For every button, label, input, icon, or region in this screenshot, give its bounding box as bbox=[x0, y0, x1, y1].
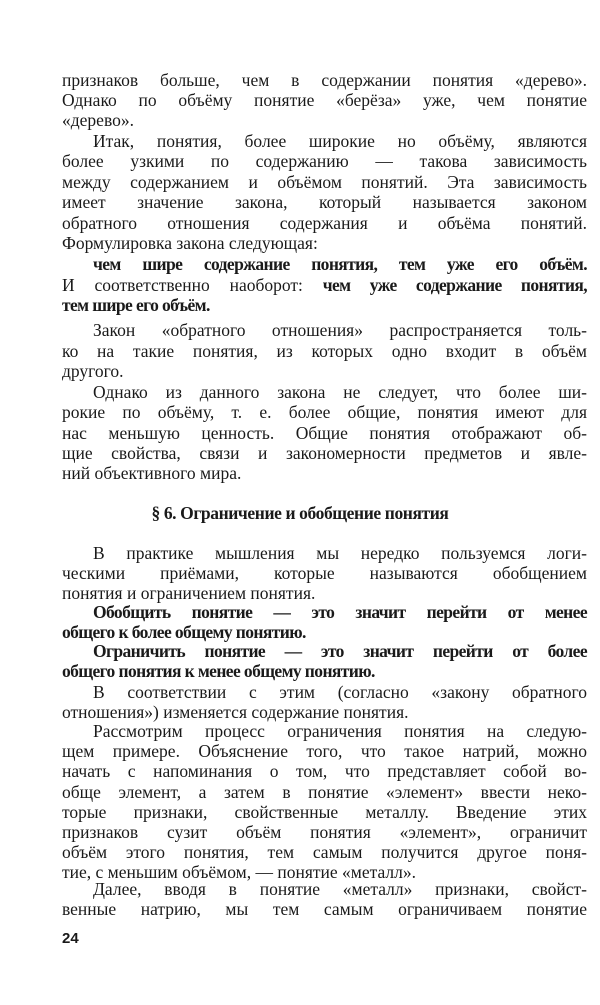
text-segment: признаков сузит объём понятия «элемент», ограничит bbox=[62, 822, 587, 842]
text-line bbox=[62, 702, 587, 722]
text-segment: В соответствии с этим (согласно «закону обратного bbox=[93, 682, 587, 702]
text-segment: между содержанием и объёмом понятий. Эта зависимость bbox=[62, 172, 587, 192]
text-segment: торые признаки, свойственные металлу. Введение этих bbox=[62, 802, 587, 822]
text-line bbox=[62, 899, 587, 919]
text-line bbox=[62, 741, 587, 761]
text-line bbox=[62, 295, 587, 315]
text-segment: признаков больше, чем в содержании понятия «дерево». bbox=[62, 70, 587, 90]
text-segment: объём этого понятия, тем самым получится другое поня- bbox=[62, 842, 587, 862]
text-segment: Рассмотрим процесс ограничения понятия на следую- bbox=[93, 721, 587, 741]
text-line bbox=[93, 382, 587, 402]
text-segment: «дерево». bbox=[62, 110, 134, 130]
text-line bbox=[93, 320, 587, 340]
bold-text: чем шире содержание понятия, тем уже его объём. bbox=[93, 254, 587, 274]
text-line bbox=[62, 822, 587, 842]
bold-text: тем шире его объём. bbox=[62, 295, 210, 315]
bold-text: общего понятия к менее общему понятию. bbox=[62, 661, 375, 681]
text-line bbox=[93, 879, 587, 899]
text-segment: Однако по объёму понятие «берёза» уже, чем понятие bbox=[62, 90, 587, 110]
bold-text: Обобщить понятие — это значит перейти от менее bbox=[93, 602, 587, 622]
text-segment: более узкими по содержанию — такова зависимость bbox=[62, 151, 587, 171]
text-segment: тие, с меньшим объёмом, — понятие «металл». bbox=[62, 862, 417, 882]
text-line bbox=[62, 70, 587, 90]
text-segment: ко на такие понятия, из которых одно входит в объём bbox=[62, 341, 587, 361]
text-segment: имеет значение закона, который называется законом bbox=[62, 192, 587, 212]
text-segment: Формулировка закона следующая: bbox=[62, 233, 318, 253]
text-segment: рокие по объёму, т. е. более общие, понятия имеют для bbox=[62, 402, 587, 422]
text-line bbox=[62, 275, 587, 295]
text-line bbox=[62, 423, 587, 443]
text-line bbox=[62, 583, 587, 603]
text-line bbox=[93, 682, 587, 702]
text-line bbox=[62, 110, 587, 130]
text-line bbox=[62, 782, 587, 802]
bold-text: чем уже содержание понятия, bbox=[322, 275, 587, 295]
text-segment: венные натрию, мы тем самым ограничиваем понятие bbox=[62, 899, 587, 919]
text-line bbox=[93, 131, 587, 151]
text-segment: ческими приёмами, которые называются обобщением bbox=[62, 563, 587, 583]
text-line bbox=[62, 90, 587, 110]
text-segment: отношения») изменяется содержание понятия. bbox=[62, 702, 409, 722]
text-segment: начать с напоминания о том, что представляет собой во- bbox=[62, 761, 587, 781]
text-line bbox=[62, 172, 587, 192]
text-line bbox=[93, 721, 587, 741]
text-segment: обще элемент, а затем в понятие «элемент» ввести неко- bbox=[62, 782, 587, 802]
section-heading: § 6. Ограничение и обобщение понятия bbox=[151, 503, 449, 523]
text-line bbox=[62, 341, 587, 361]
text-line bbox=[93, 602, 587, 622]
text-line bbox=[62, 622, 587, 642]
text-line bbox=[62, 233, 587, 253]
text-line bbox=[93, 641, 587, 661]
text-segment: В практике мышления мы нередко пользуемся логи- bbox=[93, 543, 587, 563]
text-segment: Итак, понятия, более широкие но объёму, являются bbox=[93, 131, 587, 151]
text-segment: щие свойства, связи и закономерности предметов и явле- bbox=[62, 443, 587, 463]
page-number: 24 bbox=[62, 930, 79, 947]
text-line bbox=[62, 563, 587, 583]
text-segment: щем примере. Объяснение того, что такое натрий, можно bbox=[62, 741, 587, 761]
text-segment: Однако из данного закона не следует, что более ши- bbox=[93, 382, 587, 402]
text-line bbox=[62, 443, 587, 463]
text-segment: нас меньшую ценность. Общие понятия отображают об- bbox=[62, 423, 587, 443]
text-line bbox=[62, 213, 587, 233]
bold-text: общего к более общему понятию. bbox=[62, 622, 306, 642]
text-segment: И соответственно наоборот: bbox=[62, 275, 323, 295]
text-line bbox=[62, 402, 587, 422]
text-line bbox=[62, 842, 587, 862]
text-line bbox=[62, 661, 587, 681]
text-line bbox=[62, 761, 587, 781]
text-segment: обратного отношения содержания и объёма понятий. bbox=[62, 213, 587, 233]
text-line bbox=[62, 361, 587, 381]
text-segment: понятия и ограничением понятия. bbox=[62, 583, 316, 603]
text-line bbox=[62, 151, 587, 171]
text-segment: Закон «обратного отношения» распространяется толь- bbox=[93, 320, 587, 340]
text-line bbox=[62, 192, 587, 212]
text-line bbox=[93, 543, 587, 563]
text-segment: ний объективного мира. bbox=[62, 463, 242, 483]
text-segment: Далее, вводя в понятие «металл» признаки, свойст- bbox=[93, 879, 587, 899]
text-segment: другого. bbox=[62, 361, 124, 381]
bold-text: Ограничить понятие — это значит перейти от более bbox=[93, 641, 587, 661]
text-line bbox=[93, 254, 587, 274]
text-line bbox=[62, 802, 587, 822]
text-line bbox=[62, 463, 587, 483]
